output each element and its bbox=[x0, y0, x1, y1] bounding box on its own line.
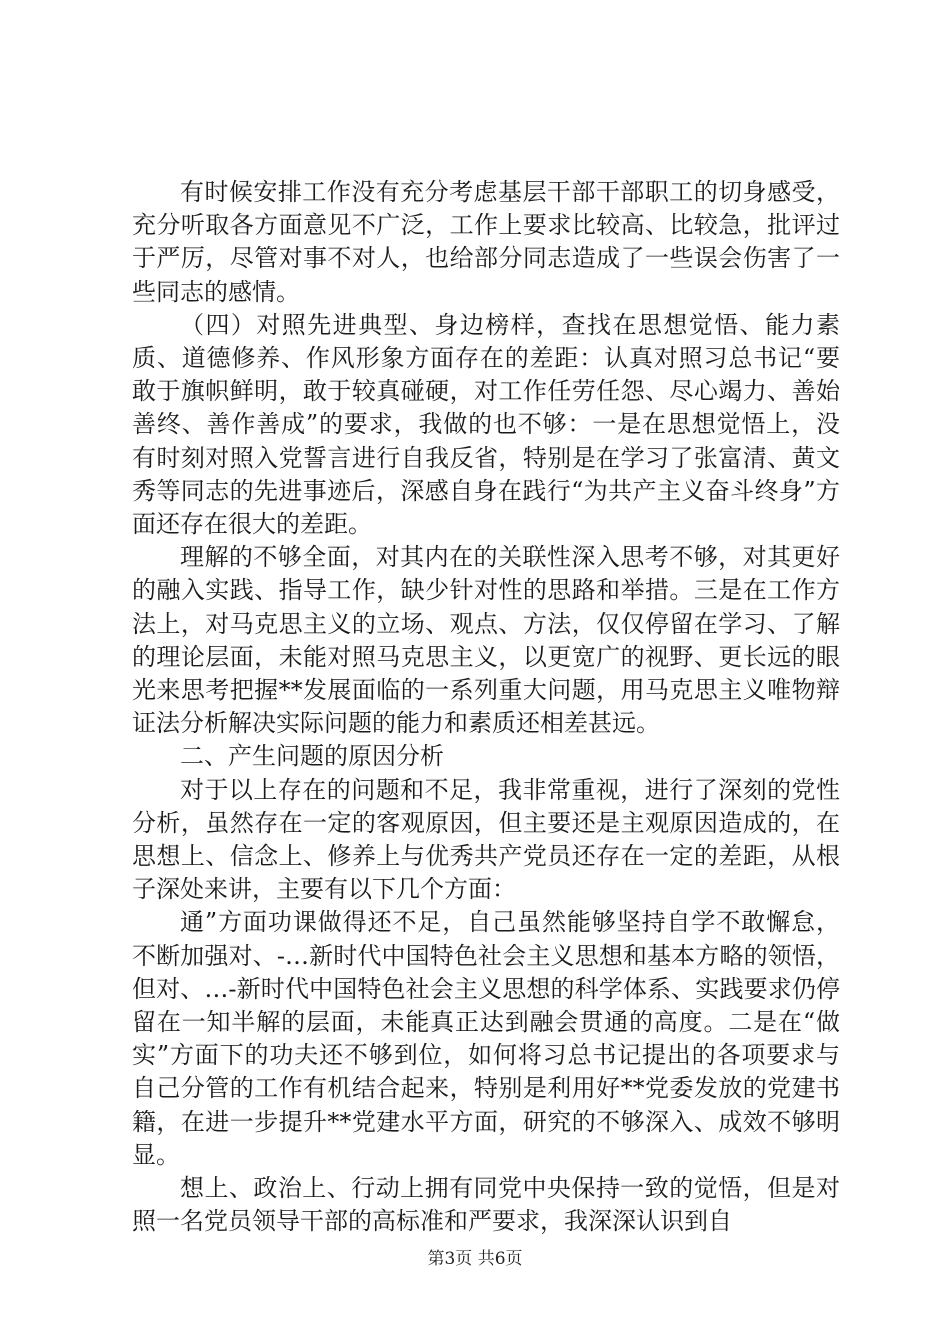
paragraph: 有时候安排工作没有充分考虑基层干部干部职工的切身感受，充分听取各方面意见不广泛，工作上要求比较高、比较急，批评过于严厉，尽管对事不对人，也给部分同志造成了一些误会伤害了一些同志的感情。 bbox=[132, 178, 840, 306]
paragraph: 理解的不够全面，对其内在的关联性深入思考不够，对其更好的融入实践、指导工作，缺少针对性的思路和举措。三是在工作方法上，对马克思主义的立场、观点、方法，仅仅停留在学习、了解的理论层面，未能对照马克思主义，以更宽广的视野、更长远的眼光来思考把握**发展面临的一系列重大问题，用马克思主义唯物辩证法分析解决实际问题的能力和素质还相差甚远。 bbox=[132, 543, 840, 738]
document-body bbox=[132, 176, 840, 1239]
paragraph: 想上、政治上、行动上拥有同党中央保持一致的觉悟，但是对照一名党员领导干部的高标准和严要求，我深深认识到自 bbox=[132, 1174, 840, 1236]
paragraph: （四）对照先进典型、身边榜样，查找在思想觉悟、能力素质、道德修养、作风形象方面存在的差距：认真对照习总书记“要敢于旗帜鲜明，敢于较真碰硬，对工作任劳任怨、尽心竭力、善始善终、善作善成”的要求，我做的也不够：一是在思想觉悟上，没有时刻对照入党誓言进行自我反省，特别是在学习了张富清、黄文秀等同志的先进事迹后，深感自身在践行“为共产主义奋斗终身”方面还存在很大的差距。 bbox=[132, 310, 840, 539]
paragraph: 通”方面功课做得还不足，自己虽然能够坚持自学不敢懈怠，不断加强对、-…新时代中国特色社会主义思想和基本方略的领悟，但对、…-新时代中国特色社会主义思想的科学体系、实践要求仍停留在一知半解的层面，未能真正达到融会贯通的高度。二是在“做实”方面下的功夫还不够到位，如何将习总书记提出的各项要求与自己分管的工作有机结合起来，特别是利用好**党委发放的党建书籍，在进一步提升**党建水平方面，研究的不够深入、成效不够明显。 bbox=[132, 908, 840, 1169]
paragraph: 对于以上存在的问题和不足，我非常重视，进行了深刻的党性分析，虽然存在一定的客观原因，但主要还是主观原因造成的，在思想上、信念上、修养上与优秀共产党员还存在一定的差距，从根子深处来讲，主要有以下几个方面： bbox=[132, 775, 840, 904]
section-heading: 二、产生问题的原因分析 bbox=[180, 742, 444, 771]
page-footer: 第3页 共6页 bbox=[427, 1249, 523, 1269]
